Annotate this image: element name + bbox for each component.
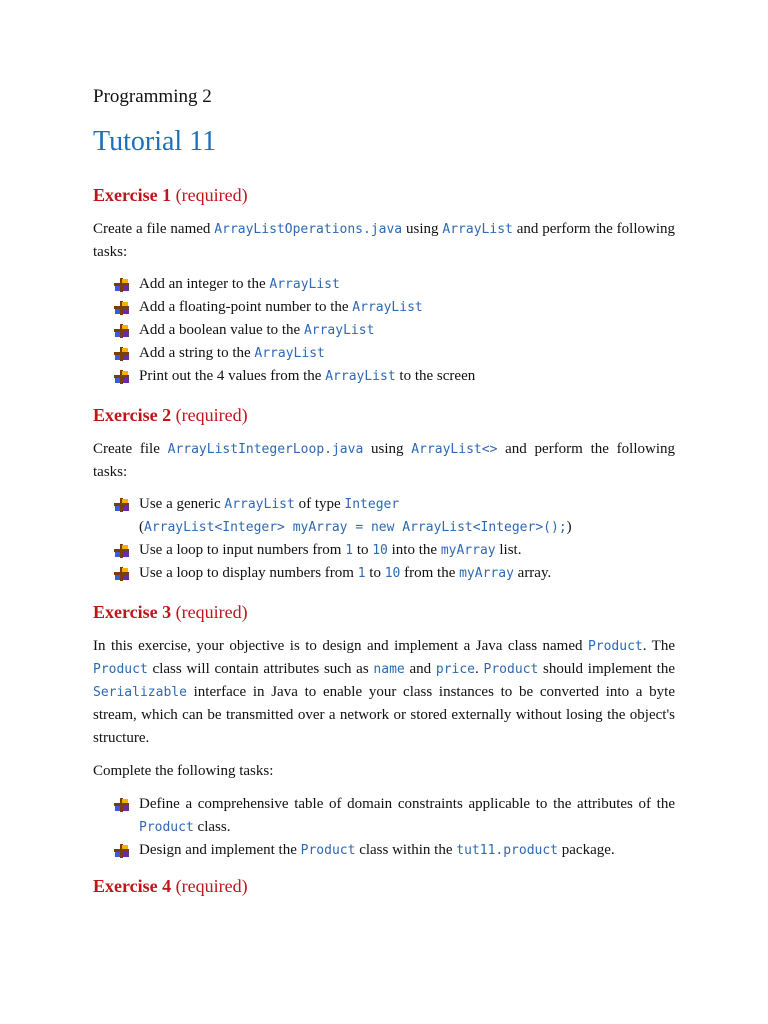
list-item: Add a boolean value to the ArrayList xyxy=(93,319,675,342)
exercise-1-section xyxy=(93,183,675,388)
list-item: Use a generic ArrayList of type Integer (ArrayList<Integer> myArray = new ArrayList<Integer>();) xyxy=(93,493,675,539)
course-name: Programming 2 xyxy=(93,86,212,107)
pushpin-bullet-icon xyxy=(114,324,130,338)
list-item: Design and implement the Product class within the tut11.product package. xyxy=(93,839,675,862)
list-item: Add an integer to the ArrayList xyxy=(93,273,675,296)
exercise-1-heading xyxy=(93,183,675,207)
exercise-1-tag: (required) xyxy=(175,185,248,205)
pushpin-bullet-icon xyxy=(114,347,130,361)
exercise-2-number: Exercise 2 xyxy=(93,405,172,425)
exercise-2-task-list xyxy=(93,493,675,585)
exercise-3-number: Exercise 3 xyxy=(93,602,172,622)
exercise-3-heading xyxy=(93,600,675,624)
pushpin-bullet-icon xyxy=(114,370,130,384)
exercise-1-intro: Create a file named ArrayListOperations.java using ArrayList and perform the following tasks: xyxy=(93,221,675,260)
tutorial-title: Tutorial 11 xyxy=(93,126,217,157)
list-item: Use a loop to input numbers from 1 to 10 into the myArray list. xyxy=(93,539,675,562)
pushpin-bullet-icon xyxy=(114,844,130,858)
exercise-4-number: Exercise 4 xyxy=(93,876,172,896)
pushpin-bullet-icon xyxy=(114,278,130,292)
exercise-3-description: In this exercise, your objective is to design and implement a Java class named Product. The Product class will contain attributes such as name and price. Product should implement the Serializable interface in Java to enable your class instances to be converted into a byte stream, which can be transmitted over a network or stored externally without losing the object's structure. xyxy=(93,638,676,746)
exercise-3-section xyxy=(93,600,675,862)
list-item: Add a floating-point number to the ArrayList xyxy=(93,296,675,319)
exercise-4-section xyxy=(93,874,675,898)
exercise-3-tag: (required) xyxy=(175,602,248,622)
exercise-4-tag: (required) xyxy=(175,876,248,896)
exercise-3-task-list xyxy=(93,793,675,862)
exercise-2-tag: (required) xyxy=(175,405,248,425)
pushpin-bullet-icon xyxy=(114,544,130,558)
exercise-1-task-list xyxy=(93,273,675,388)
exercise-2-section xyxy=(93,403,675,585)
list-item: Define a comprehensive table of domain constraints applicable to the attributes of the Product class. xyxy=(93,793,675,839)
list-item: Use a loop to display numbers from 1 to 10 from the myArray array. xyxy=(93,562,675,585)
exercise-2-intro: Create file ArrayListIntegerLoop.java using ArrayList<> and perform the following tasks: xyxy=(93,441,675,480)
exercise-3-tasks-lead: Complete the following tasks: xyxy=(93,763,274,779)
exercise-2-heading xyxy=(93,403,675,427)
exercise-4-heading xyxy=(93,874,675,898)
pushpin-bullet-icon xyxy=(114,798,130,812)
pushpin-bullet-icon xyxy=(114,498,130,512)
list-item: Print out the 4 values from the ArrayList to the screen xyxy=(93,365,675,388)
pushpin-bullet-icon xyxy=(114,567,130,581)
list-item: Add a string to the ArrayList xyxy=(93,342,675,365)
pushpin-bullet-icon xyxy=(114,301,130,315)
exercise-1-number: Exercise 1 xyxy=(93,185,172,205)
